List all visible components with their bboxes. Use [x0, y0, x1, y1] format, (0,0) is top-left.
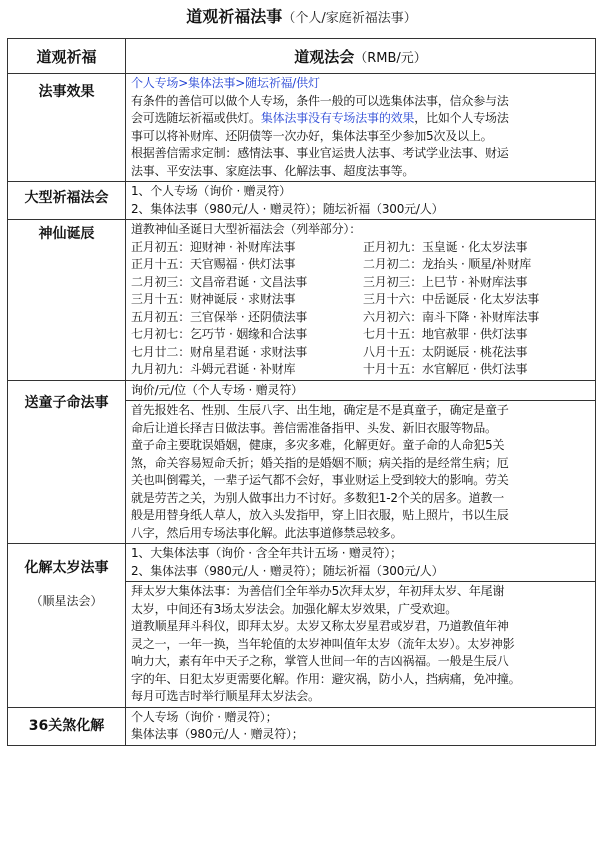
row-content-sxdc [126, 220, 596, 381]
festival-item: 正月初五：迎财神 · 补财库法事 [131, 239, 296, 254]
fashi-line-3: 事可以将补财库、还阴债等一次办好，集体法事至少参加5次及以上。 [131, 128, 493, 143]
row-label-hjts: 化解太岁法事 （顺星法会） [8, 544, 126, 708]
festival-item: 正月十五：天官赐福 · 供灯法事 [131, 257, 296, 271]
festival-row [131, 309, 591, 327]
sxdc-intro: 道教神仙圣诞日大型祈福法会（列举部分）： [131, 222, 362, 236]
hjts-price-2: 2、集体法事（980元/人 · 赠灵符）；随坛祈福（300元/人） [131, 563, 444, 578]
row-content-stz [126, 380, 596, 544]
festival-row [131, 256, 591, 274]
header-right [126, 39, 596, 74]
row-label-fashi: 法事效果 [8, 74, 126, 182]
festival-row [131, 344, 591, 362]
fashi-line-4: 根据善信需求定制：感情法事、事业官运贵人法事、考试学业法事、财运 [131, 146, 509, 160]
hjts-line-7: 每月可选吉时举行顺星拜太岁法会。 [131, 689, 320, 703]
stz-line-1: 首先报姓名、性别、生辰八字、出生地，确定是不是真童子，确定是童子 [131, 403, 509, 417]
dxqf-line-2: 2、集体法事（980元/人 · 赠灵符）；随坛祈福（300元/人） [131, 201, 444, 216]
hjts-line-1: 拜太岁大集体法事：为善信们全年举办5次拜太岁，年初拜太岁、年尾谢 [131, 584, 505, 598]
header-right-unit: （RMB/元） [354, 50, 427, 66]
festival-item: 正月初九：玉皇诞 · 化太岁法事 [363, 239, 528, 254]
festival-item: 十月十五：水官解厄 · 供灯法事 [363, 362, 528, 376]
hjts-line-5: 响力大，素有年中天子之称，掌管人世间一年的吉凶祸福。一般是生辰八 [131, 654, 509, 668]
row-stz [8, 380, 596, 544]
festival-item: 二月初二：龙抬头 · 顺星/补财库 [363, 257, 532, 271]
fashi-line-1: 有条件的善信可以做个人专场，条件一般的可以选集体法事，信众参与法 [131, 93, 509, 108]
stz-body [126, 400, 595, 542]
row-label-sxdc: 神仙诞辰 [8, 220, 126, 381]
title-main: 道观祈福法事 [186, 7, 283, 26]
festival-item: 六月初六：南斗下降 · 补财库法事 [363, 309, 540, 324]
festival-item: 三月十五：财神诞辰 · 求财法事 [131, 292, 296, 306]
page-title [0, 6, 603, 30]
stz-line-2: 命后让道长择吉日做法事。善信需准备指甲、头发、新旧衣服等物品。 [131, 420, 497, 435]
sxdc-list [131, 239, 591, 379]
fashi-nav: 个人专场>集体法事>随坛祈福/供灯 [131, 76, 320, 90]
festival-item: 二月初三：文昌帝君诞 · 文昌法事 [131, 274, 308, 289]
row-content-dxqf [126, 182, 596, 220]
stz-price: 询价/元/位（个人专场 · 赠灵符） [131, 382, 303, 397]
festival-item: 九月初九：斗姆元君诞 · 补财库 [131, 362, 296, 376]
fashi-highlight: 集体法事没有专场法事的效果 [260, 111, 415, 125]
row-hjts [8, 544, 596, 708]
festival-row [131, 361, 591, 379]
festival-row [131, 326, 591, 344]
row-sgs [8, 707, 596, 745]
hjts-price-1: 1、大集体法事（询价 · 含全年共计五场 · 赠灵符）； [131, 546, 402, 560]
table-header-row [8, 39, 596, 74]
row-label-stz: 送童子命法事 [8, 380, 126, 544]
hjts-line-4: 灵之一，一年一换，当年轮值的太岁神叫值年太岁（流年太岁）。太岁神影 [131, 636, 515, 651]
row-content-sgs [126, 707, 596, 745]
dxqf-line-1: 1、个人专场（询价 · 赠灵符） [131, 184, 291, 198]
festival-item: 七月廿二：财帛星君诞 · 求财法事 [131, 344, 308, 359]
row-dxqf [8, 182, 596, 220]
festival-item: 五月初五：三官保举 · 还阴债法事 [131, 309, 308, 324]
title-subtitle: （个人/家庭祈福法事） [282, 11, 417, 26]
price-table [7, 38, 596, 746]
festival-item: 三月十六：中岳诞辰 · 化太岁法事 [363, 292, 540, 306]
hjts-line-2: 太岁，中间还有3场太岁法会。加强化解太岁效果，广受欢迎。 [131, 601, 458, 616]
festival-row [131, 291, 591, 309]
stz-line-3: 童子命主要耽误婚姻，健康，多灾多难，化解更好。童子命的人命犯5关 [131, 438, 505, 452]
row-content-hjts [126, 544, 596, 708]
festival-item: 七月十五：地官赦罪 · 供灯法事 [363, 327, 528, 341]
hjts-body [126, 581, 595, 706]
festival-item: 七月初七：乞巧节 · 姻缘和合法事 [131, 327, 308, 341]
row-fashi [8, 74, 596, 182]
fashi-line-5: 法事、平安法事、家庭法事、化解法事、超度法事等。 [131, 163, 415, 178]
stz-line-4: 煞，命关容易短命夭折；婚关指的是婚姻不顺；病关指的是经常生病；厄 [131, 455, 509, 470]
header-left: 道观祈福 [8, 39, 126, 74]
festival-row [131, 274, 591, 292]
festival-item: 三月初三：上巳节 · 补财库法事 [363, 274, 528, 289]
stz-line-7: 般是用替身纸人草人，放入头发指甲，穿上旧衣服，贴上照片，书以生辰 [131, 508, 509, 522]
row-label-dxqf: 大型祈福法会 [8, 182, 126, 220]
hjts-line-3: 道教顺星拜斗科仪，即拜太岁。太岁又称太岁星君或岁君，乃道教值年神 [131, 619, 509, 633]
stz-line-5: 关也叫倒霉关，一辈子运气都不会好，事业财运上受到较大的影响。劳关 [131, 473, 509, 487]
stz-line-8: 八字，然后用专场法事化解。此法事道修禁忌较多。 [131, 525, 403, 540]
hjts-sublabel: （顺星法会） [30, 594, 103, 608]
row-sxdc [8, 220, 596, 381]
hjts-line-6: 字的年、日犯太岁更需要化解。作用：避灾祸，防小人，挡病痛，免冲撞。 [131, 671, 521, 686]
row-content-fashi [126, 74, 596, 182]
row-label-sgs: 36关煞化解 [8, 707, 126, 745]
festival-item: 八月十五：太阴诞辰 · 桃花法事 [363, 344, 528, 359]
festival-row [131, 239, 591, 257]
sgs-line-1: 个人专场（询价 · 赠灵符）； [131, 709, 278, 724]
sgs-line-2: 集体法事（980元/人 · 赠灵符）； [131, 727, 304, 741]
fashi-line-2: 会可选随坛祈福或供灯。集体法事没有专场法事的效果，比如个人专场法 [131, 111, 509, 125]
header-right-main: 道观法会 [294, 47, 355, 66]
stz-line-6: 就是劳苦之关，为别人做事出力不讨好。多数犯1-2个关的居多。道教一 [131, 490, 505, 505]
